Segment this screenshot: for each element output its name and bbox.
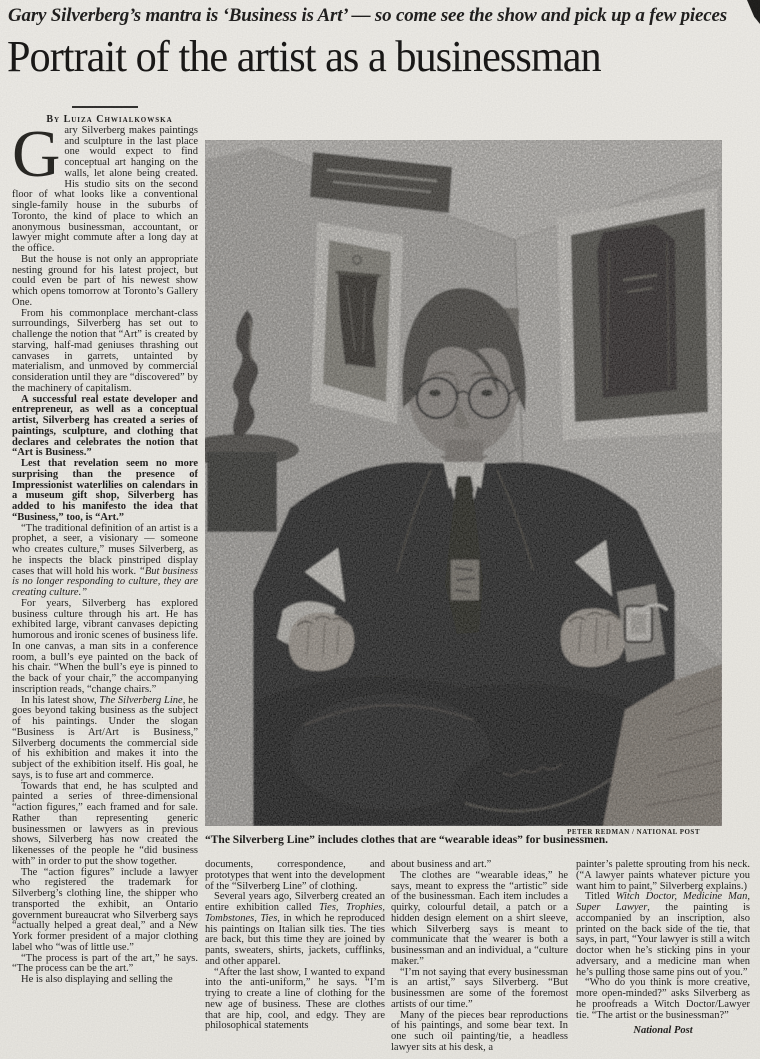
article-paragraph: “The process is part of the art,” he says. “The process can be the art.” (12, 952, 198, 975)
article-paragraph: But the house is not only an appropriate nesting ground for his latest project, but could even be part of his newest show which opens tomorrow at Toronto’s Gallery One. (12, 253, 198, 308)
article-paragraph: “I’m not saying that every businessman is an artist,” says Silverberg. “But businessmen are some of the foremost artists of our time.” (391, 966, 568, 1010)
article-paragraph: Lest that revelation seem no more surprising than the presence of Impressionist waterlilies on calendars in a museum gift shop, Silverberg has added to his manifesto the idea that “Business,” too, is “Art.” (12, 458, 198, 523)
article-paragraph: “The traditional definition of an artist is a prophet, a seer, a visionary — someone who creates culture,” muses Silverberg, as he inspects the black pinstriped display cases that will hold his work. “But business is no longer responding to culture, they are creating culture.” (12, 522, 198, 598)
drop-cap: G (12, 116, 61, 191)
article-paragraph: “After the last show, I wanted to expand into the anti-uniform,” he says. “I’m trying to create a line of clothing for the new age of business. These are clothes that are hip, cool, and edgy. They are philosophical statements (205, 966, 385, 1032)
byline: By Luiza Chwialkowska (46, 114, 173, 125)
photo-credit: PETER REDMAN / NATIONAL POST (567, 828, 700, 836)
article-paragraph: Gary Silverberg makes paintings and sculpture in the last place one would expect to find conceptual art hanging on the walls, let alone being created. His studio sits on the second floor of what looks like a conventional single-family house in the suburbs of Toronto, the kind of place to which an anonymous businessman, accountant, or lawyer might commute after a long day at the office. (12, 116, 198, 254)
article-paragraph: For years, Silverberg has explored business culture through his art. He has exhibited large, vibrant canvases depicting humorous and ironic scenes of business life. In one canvas, a man sits in a conference room, a bull’s eye painted on the back of his chair. “When the bull’s eye is pinned to the back of your chair,” the accompanying inscription reads, “change chairs.” (12, 597, 198, 695)
article-paragraph: “Who do you think is more creative, more open-minded?” asks Silverberg as he proofreads a Witch Doctor/Lawyer tie. “The artist or the businessman?” (576, 977, 750, 1021)
article-paragraph: In his latest show, The Silverberg Line, he goes beyond taking business as the subject of his paintings. Under the slogan “Business is Art/Art is Business,” Silverberg documents the commercial side of his exhibition and makes it into the subject of the exhibition itself. His goal, he says, is to fuse art and commerce. (12, 694, 198, 781)
article-paragraph: Towards that end, he has sculpted and painted a series of three-dimensional “action figures,” each framed and for sale. Rather than representing generic businessmen or lawyers as in previous shows, Silverberg has now created the likenesses of the people he “did business with” in order to put the show together. (12, 780, 198, 867)
article-paragraph: Several years ago, Silverberg created an entire exhibition called Ties, Trophies, Tombstones, Ties, in which he reproduced his paintings on Italian silk ties. The ties are back, but this time they are joined by pants, sweaters, shirts, jackets, cufflinks, and other apparel. (205, 891, 385, 967)
byline-rule (72, 106, 138, 108)
portrait-photo (205, 140, 722, 826)
photo-caption: “The Silverberg Line” includes clothes that are “wearable ideas” for businessmen. (205, 834, 609, 846)
article-paragraph: documents, correspondence, and prototypes that went into the development of the “Silverberg Line” of clothing. (205, 860, 385, 892)
article-paragraph: about business and art.” (391, 860, 492, 870)
strapline: Gary Silverberg’s mantra is ‘Business is Art’ — so come see the show and pick up a few pieces (8, 5, 727, 26)
article-paragraph: He is also displaying and selling the (21, 974, 173, 985)
publication-tagline: National Post (633, 1025, 693, 1037)
portrait-photo-illustration (205, 140, 722, 826)
article-paragraph: From his commonplace merchant-class surroundings, Silverberg has set out to challenge the notion that “Art” is created by starving, half-mad geniuses thrashing out canvases in garrets, untainted by materialism, and unmoved by commercial consideration until they are “discovered” by the machinery of capitalism. (12, 307, 198, 394)
article-column-1 (12, 106, 198, 1056)
headline: Portrait of the artist as a businessman (7, 32, 601, 81)
article-paragraph: A successful real estate developer and entrepreneur, as well as a conceptual artist, Silverberg has created a series of paintings, sculpture, and clothing that declares and celebrates the notion that “Art is Business.” (12, 393, 198, 459)
article-paragraph: Many of the pieces bear reproductions of his paintings, and some bear text. In one such oil painting/tie, a headless lawyer sits at his desk, a (391, 1009, 568, 1053)
article-paragraph: painter’s palette sprouting from his neck. (“A lawyer paints whatever picture you want him to paint,” Silverberg explains.) (576, 860, 750, 892)
article-column-2 (205, 860, 385, 1056)
article-column-4 (576, 860, 750, 1056)
article-paragraph: The clothes are “wearable ideas,” he says, meant to express the “artistic” side of the businessman. Each item includes a quirky, colourful detail, a patch or a hidden design element on a shirt sleeve, which Silverberg says is meant to communicate that the wearer is both a businessman and an individual, a “culture maker.” (391, 869, 568, 967)
article-column-3 (391, 860, 568, 1056)
article-paragraph: The “action figures” include a lawyer who registered the trademark for Silverberg’s clothing line, the shipper who transported the exhibit, an Ontario government bureaucrat who Silverberg says “actually helped a great deal,” and a New York former president of a major clothing label who “was of little use.” (12, 866, 198, 953)
article-paragraph: Titled Witch Doctor, Medicine Man, Super Lawyer, the painting is accompanied by an inscription, also printed on the back side of the tie, that says, in part, “Your lawyer is still a witch doctor when he’s sticking pins in your adversary, and a medicine man when he’s pulling those same pins out of you.” (576, 891, 750, 978)
